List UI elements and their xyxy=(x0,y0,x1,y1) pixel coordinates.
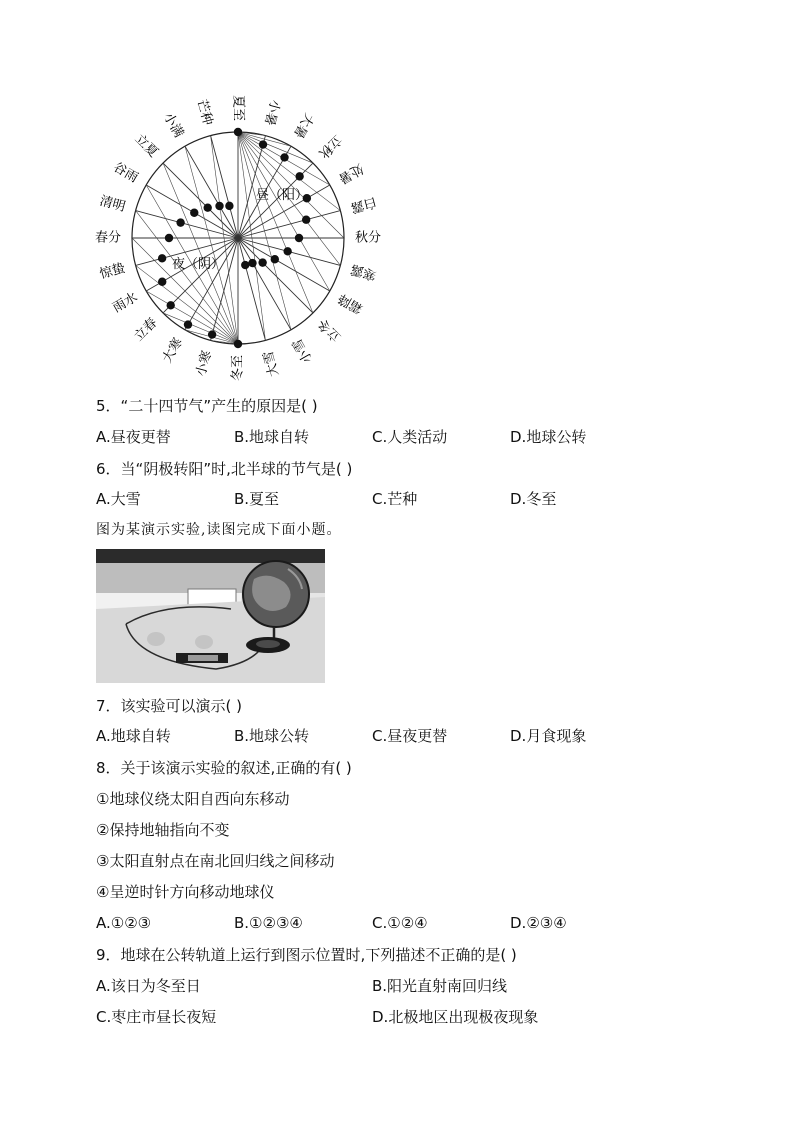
q7-option-b[interactable]: B.地球公转 xyxy=(234,727,310,745)
diagram-chord xyxy=(238,132,265,340)
diagram-spoke xyxy=(238,211,340,238)
term-label: 谷雨 xyxy=(110,160,141,186)
term-label: 寒露 xyxy=(349,261,379,283)
q9-option-b[interactable]: B.阳光直射南回归线 xyxy=(372,977,508,995)
term-label: 雨水 xyxy=(110,290,141,316)
diagram-spoke xyxy=(238,238,313,313)
experiment-intro: 图为某演示实验,读图完成下面小题。 xyxy=(96,522,342,538)
diagram-dot xyxy=(204,204,212,212)
diagram-spokes xyxy=(132,132,344,344)
diagram-dot xyxy=(241,261,249,269)
diagram-dot xyxy=(225,202,233,210)
term-label: 冬至 xyxy=(230,354,246,382)
diagram-chord xyxy=(238,132,291,330)
term-label: 清明 xyxy=(97,193,127,215)
diagram-dot xyxy=(280,153,288,161)
q8-statement-4: ④呈逆时针方向移动地球仪 xyxy=(96,883,275,901)
q8-statement-2: ②保持地轴指向不变 xyxy=(96,821,230,839)
diagram-spoke xyxy=(211,238,238,340)
diagram-spoke xyxy=(136,211,238,238)
term-label: 小暑 xyxy=(261,97,283,127)
q7-option-d[interactable]: D.月食现象 xyxy=(510,727,587,745)
term-label: 惊蛰 xyxy=(97,261,127,283)
q5-option-a[interactable]: A.昼夜更替 xyxy=(96,428,171,446)
term-label: 芒种 xyxy=(193,97,215,127)
term-label: 夏至 xyxy=(230,94,246,122)
diagram-chord xyxy=(163,163,238,344)
diagram-dot xyxy=(234,340,242,348)
diagram-dot xyxy=(158,254,166,262)
diagram-dot xyxy=(234,128,242,136)
diagram-dot xyxy=(208,330,216,338)
term-label: 秋分 xyxy=(354,230,382,246)
term-label: 处暑 xyxy=(335,160,366,186)
q6-option-d[interactable]: D.冬至 xyxy=(510,490,557,508)
term-label: 大暑 xyxy=(290,110,316,141)
q6-option-b[interactable]: B.夏至 xyxy=(234,490,280,508)
diagram-dot xyxy=(271,255,279,263)
diagram-dot xyxy=(295,234,303,242)
diagram-dot xyxy=(295,172,303,180)
diagram-dot xyxy=(283,247,291,255)
diagram-spoke xyxy=(163,163,238,238)
q7-option-c[interactable]: C.昼夜更替 xyxy=(372,727,448,745)
q5-stem: 5．“二十四节气”产生的原因是( ) xyxy=(96,397,318,415)
q9-option-c[interactable]: C.枣庄市昼长夜短 xyxy=(96,1008,217,1026)
q6-stem: 6．当“阴极转阳”时,北半球的节气是( ) xyxy=(96,460,353,478)
diagram-spoke xyxy=(238,136,265,238)
q9-stem: 9．地球在公转轨道上运行到图示位置时,下列描述不正确的是( ) xyxy=(96,946,517,964)
diagram-dot xyxy=(259,140,267,148)
q6-option-c[interactable]: C.芒种 xyxy=(372,490,418,508)
term-label: 小寒 xyxy=(193,349,215,379)
diagram-dot xyxy=(248,259,256,267)
q6-option-a[interactable]: A.大雪 xyxy=(96,490,141,508)
term-label: 立秋 xyxy=(315,131,345,161)
diagram-spoke xyxy=(238,238,291,330)
term-label: 立夏 xyxy=(131,131,161,161)
q7-option-a[interactable]: A.地球自转 xyxy=(96,727,171,745)
term-label: 大寒 xyxy=(160,335,186,366)
diagram-chord xyxy=(211,136,238,344)
diagram-dot xyxy=(190,209,198,217)
q8-option-c[interactable]: C.①②④ xyxy=(372,914,428,932)
q8-statement-3: ③太阳直射点在南北回归线之间移动 xyxy=(96,852,335,870)
solar-terms-diagram xyxy=(88,88,388,388)
term-label: 白露 xyxy=(349,193,379,215)
diagram-spoke xyxy=(211,136,238,238)
term-label: 立冬 xyxy=(315,315,345,345)
diagram-chord xyxy=(238,132,313,313)
diagram-dot xyxy=(184,320,192,328)
q8-option-d[interactable]: D.②③④ xyxy=(510,914,567,932)
diagram-chord xyxy=(146,291,238,344)
q8-statement-1: ①地球仪绕太阳自西向东移动 xyxy=(96,790,290,808)
diagram-dot xyxy=(167,301,175,309)
q9-option-a[interactable]: A.该日为冬至日 xyxy=(96,977,201,995)
term-label: 小满 xyxy=(160,110,186,141)
night-label: 夜（阴） xyxy=(172,257,225,272)
diagram-dot xyxy=(302,216,310,224)
q7-stem: 7．该实验可以演示( ) xyxy=(96,697,243,715)
diagram-dot xyxy=(258,258,266,266)
diagram-dot xyxy=(176,218,184,226)
diagram-spoke xyxy=(185,146,238,238)
day-label: 昼（阳） xyxy=(256,188,309,203)
term-label: 春分 xyxy=(94,230,122,246)
diagram-chord xyxy=(185,146,238,344)
q9-option-d[interactable]: D.北极地区出现极夜现象 xyxy=(372,1008,539,1026)
diagram-dot xyxy=(158,278,166,286)
q5-option-c[interactable]: C.人类活动 xyxy=(372,428,448,446)
q8-stem: 8．关于该演示实验的叙述,正确的有( ) xyxy=(96,759,352,777)
term-label: 霜降 xyxy=(335,290,366,316)
term-label: 立春 xyxy=(131,315,161,345)
q5-option-d[interactable]: D.地球公转 xyxy=(510,428,587,446)
q5-option-b[interactable]: B.地球自转 xyxy=(234,428,310,446)
term-label: 小雪 xyxy=(290,335,316,366)
experiment-photo xyxy=(96,549,325,683)
q8-option-b[interactable]: B.①②③④ xyxy=(234,914,303,932)
diagram-dot xyxy=(165,234,173,242)
diagram-spoke xyxy=(238,238,265,340)
term-label: 大雪 xyxy=(261,349,283,379)
q8-option-a[interactable]: A.①②③ xyxy=(96,914,152,932)
diagram-dot xyxy=(215,202,223,210)
